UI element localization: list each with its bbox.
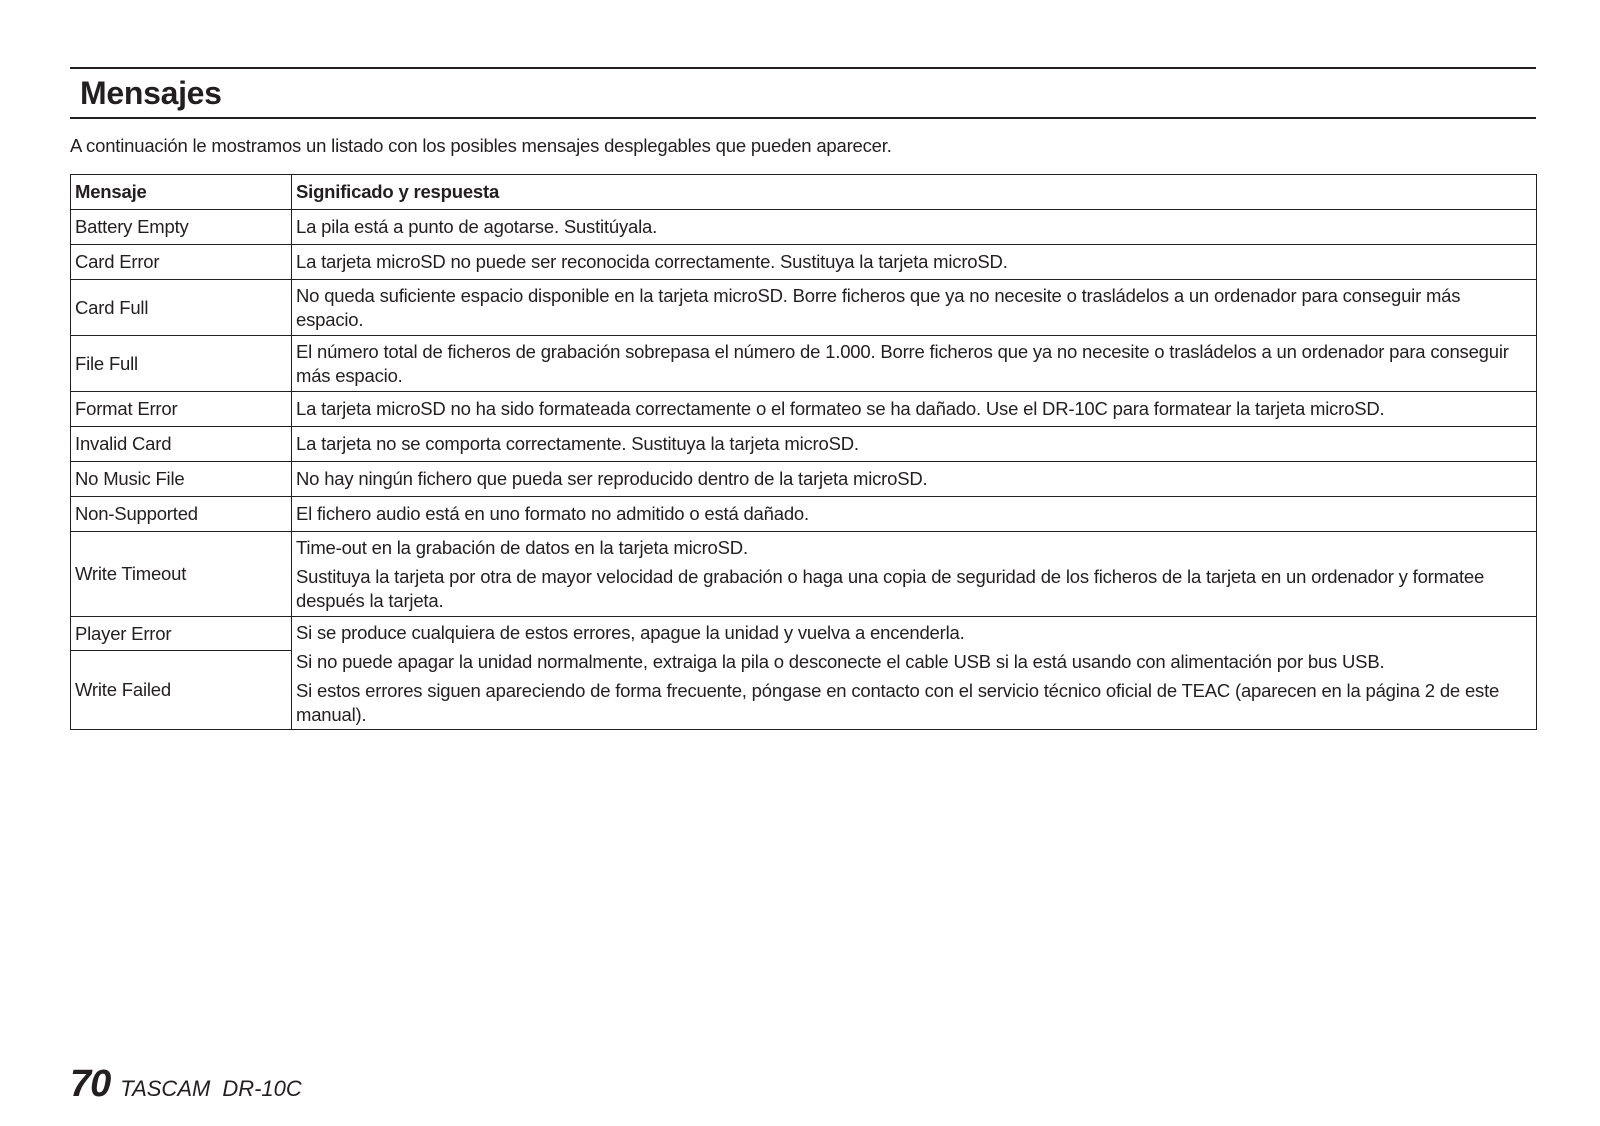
title-rule-top <box>70 67 1536 69</box>
table-row <box>71 427 1537 462</box>
message-cell: Invalid Card <box>71 427 292 462</box>
message-cell: Card Full <box>71 280 292 336</box>
shared-meaning-cell <box>292 617 1537 730</box>
message-cell: Battery Empty <box>71 210 292 245</box>
message-cell: File Full <box>71 336 292 392</box>
meaning-cell <box>292 210 1537 245</box>
meaning-text: No queda suficiente espacio disponible en la tarjeta microSD. Borre ficheros que ya no necesite o trasládelos a un ordenador para conseguir más espacio. <box>296 284 1461 330</box>
page-number: 70 <box>70 1063 111 1105</box>
messages-table <box>70 174 1537 730</box>
meaning-text: Si se produce cualquiera de estos errores, apague la unidad y vuelva a encenderla. <box>296 622 965 643</box>
message-cell: Non-Supported <box>71 497 292 532</box>
meaning-cell <box>292 532 1537 617</box>
meaning-text: La tarjeta microSD no puede ser reconocida correctamente. Sustituya la tarjeta microSD. <box>296 251 1008 272</box>
meaning-cell <box>292 497 1537 532</box>
table-row <box>71 462 1537 497</box>
message-cell: Card Error <box>71 245 292 280</box>
column-header-message: Mensaje <box>71 175 292 210</box>
meaning-cell <box>292 336 1537 392</box>
message-cell: Player Error <box>71 617 292 651</box>
message-cell: Format Error <box>71 392 292 427</box>
column-header-meaning: Significado y respuesta <box>292 175 1537 210</box>
meaning-text: El número total de ficheros de grabación sobrepasa el número de 1.000. Borre ficheros que ya no necesite o trasládelos a un ordenador para conseguir más espacio. <box>296 340 1509 386</box>
meaning-text: Sustituya la tarjeta por otra de mayor velocidad de grabación o haga una copia de seguridad de los ficheros de la tarjeta en un ordenador y formatee después la tarjeta. <box>296 565 1485 611</box>
message-cell: No Music File <box>71 462 292 497</box>
meaning-text: La tarjeta microSD no ha sido formateada correctamente o el formateo se ha dañado. Use el DR-10C para formatear la tarjeta microSD. <box>296 398 1385 419</box>
table-row <box>71 392 1537 427</box>
table-row <box>71 497 1537 532</box>
meaning-text: Si estos errores siguen apareciendo de forma frecuente, póngase en contacto con el servicio técnico oficial de TEAC (aparecen en la página 2 de este manual). <box>296 680 1500 725</box>
meaning-text: La tarjeta no se comporta correctamente. Sustituya la tarjeta microSD. <box>296 433 859 454</box>
table-row <box>71 532 1537 617</box>
meaning-cell <box>292 280 1537 336</box>
table-row <box>71 617 1537 651</box>
page-title: Mensajes <box>80 75 222 111</box>
meaning-cell <box>292 392 1537 427</box>
message-cell: Write Failed <box>71 651 292 730</box>
meaning-text: El fichero audio está en uno formato no admitido o está dañado. <box>296 503 809 524</box>
table-header-row <box>71 175 1537 210</box>
intro-text: A continuación le mostramos un listado con los posibles mensajes desplegables que pueden aparecer. <box>70 135 892 156</box>
table-row <box>71 245 1537 280</box>
model-name: DR-10C <box>222 1076 302 1101</box>
table-row <box>71 210 1537 245</box>
message-cell: Write Timeout <box>71 532 292 617</box>
meaning-cell <box>292 427 1537 462</box>
meaning-cell <box>292 245 1537 280</box>
brand-name: TASCAM <box>120 1076 211 1101</box>
table-row <box>71 336 1537 392</box>
title-rule-bottom <box>70 117 1536 119</box>
page-footer <box>70 1063 302 1106</box>
table-row <box>71 280 1537 336</box>
meaning-text: Time-out en la grabación de datos en la tarjeta microSD. <box>296 536 748 558</box>
meaning-text: No hay ningún fichero que pueda ser reproducido dentro de la tarjeta microSD. <box>296 468 928 489</box>
meaning-text: La pila está a punto de agotarse. Sustitúyala. <box>296 216 658 237</box>
meaning-cell <box>292 462 1537 497</box>
meaning-text: Si no puede apagar la unidad normalmente, extraiga la pila o desconecte el cable USB si la está usando con alimentación por bus USB. <box>296 651 1385 672</box>
